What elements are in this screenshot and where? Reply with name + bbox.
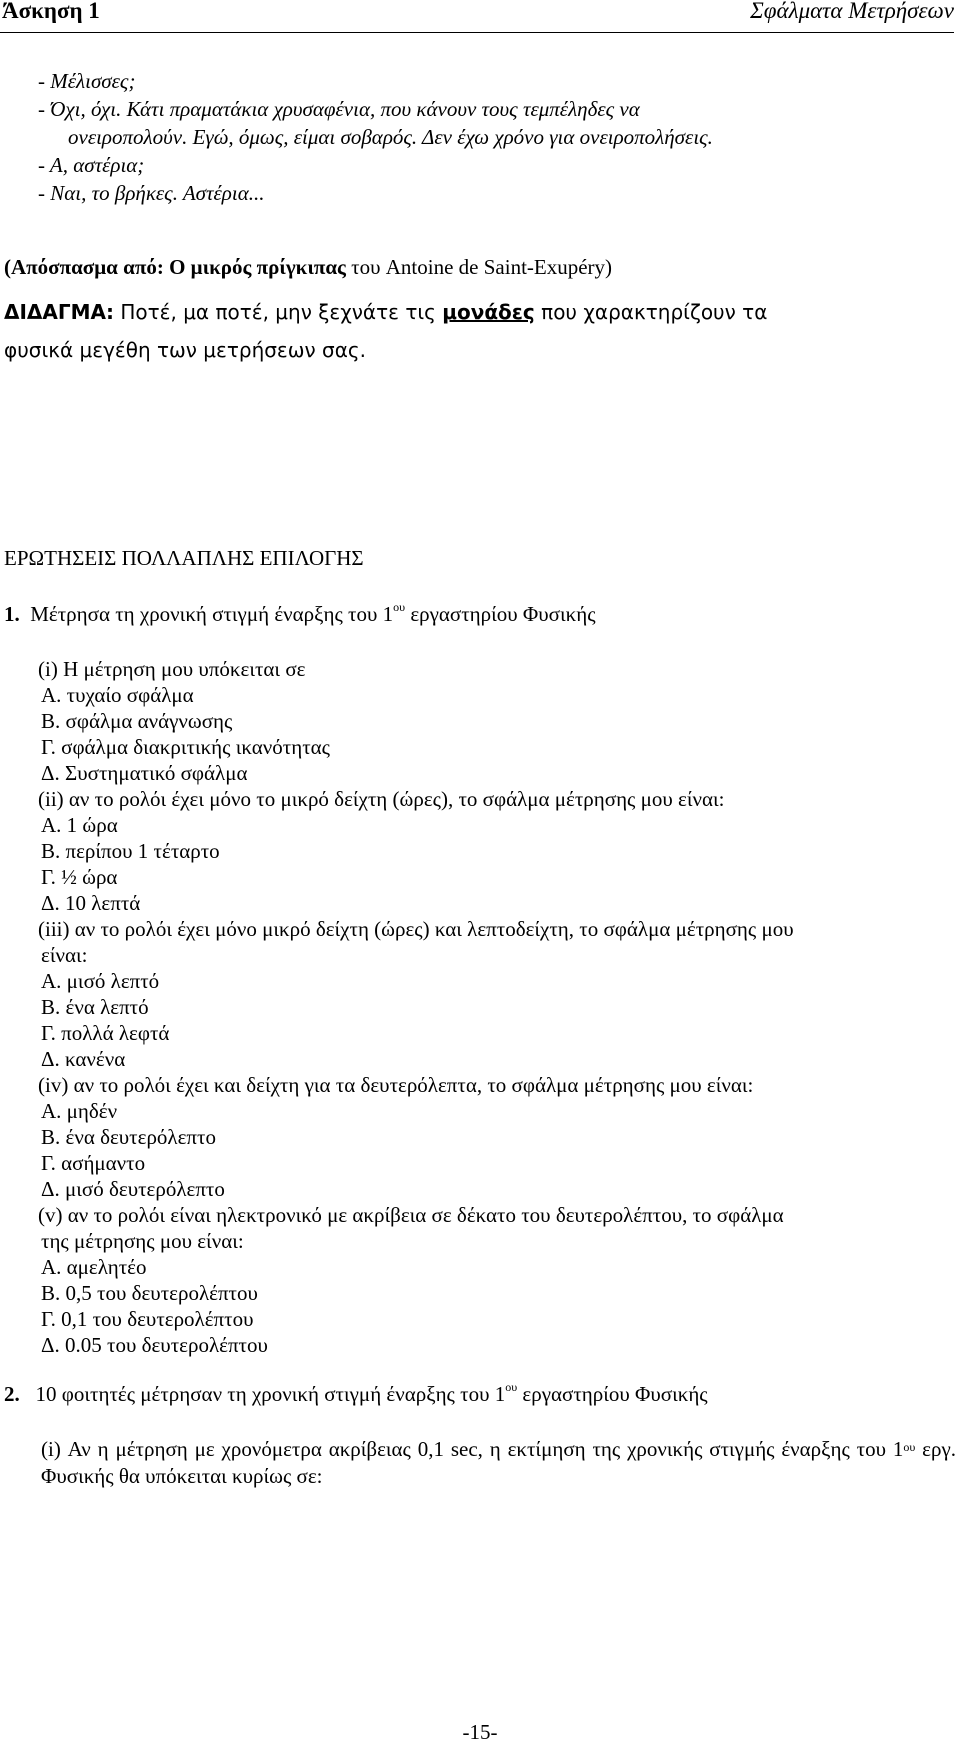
subquestion: (iv) αν το ρολόι έχει και δείχτη για τα δευτερόλεπτα, το σφάλμα μέτρησης μου είναι:	[38, 1073, 754, 1097]
option: Γ. ½ ώρα	[41, 865, 118, 889]
subquestion-continuation: είναι:	[41, 943, 88, 967]
header-exercise-title: Άσκηση 1	[2, 0, 100, 23]
page-number: -15-	[462, 1720, 498, 1744]
ordinal-suffix: ου	[505, 1380, 518, 1394]
question-number: 1.	[4, 602, 20, 626]
option: Δ. μισό δευτερόλεπτο	[41, 1177, 225, 1201]
section-title: ΕΡΩΤΗΣΕΙΣ ΠΟΛΛΑΠΛΗΣ ΕΠΙΛΟΓΗΣ	[4, 546, 364, 570]
quote-book-title: Ο μικρός πρίγκιπας	[169, 255, 346, 279]
option: Α. αμελητέο	[41, 1255, 147, 1279]
option: Β. 0,5 του δευτερολέπτου	[41, 1281, 258, 1305]
option: Γ. ασήμαντο	[41, 1151, 146, 1175]
question-number: 2.	[4, 1382, 20, 1406]
paragraph-text: (i) Αν η μέτρηση με χρονόμετρα ακρίβειας 0,1 sec, η εκτίμηση της χρονικής στιγμής έναρξης του 1	[41, 1437, 904, 1461]
lesson-text: Ποτέ, μα ποτέ, μην ξεχνάτε τις	[114, 300, 443, 324]
dialogue-line: ονειροπολούν. Εγώ, όμως, είμαι σοβαρός. Δεν έχω χρόνο για ονειροπολήσεις.	[68, 125, 713, 149]
option: Δ. 0.05 του δευτερολέπτου	[41, 1333, 268, 1357]
option: Δ. Συστηματικό σφάλμα	[41, 761, 248, 785]
option: Γ. πολλά λεφτά	[41, 1021, 170, 1045]
lesson-line-1	[4, 300, 767, 324]
option: Δ. 10 λεπτά	[41, 891, 141, 915]
question-text: εργαστηρίου Φυσικής	[517, 1382, 708, 1406]
question-2-paragraph	[41, 1436, 956, 1490]
question-text: 10 φοιτητές μέτρησαν τη χρονική στιγμή έναρξης του 1	[35, 1382, 506, 1406]
subquestion-continuation: της μέτρησης μου είναι:	[41, 1229, 244, 1253]
option: Α. 1 ώρα	[41, 813, 118, 837]
option: Γ. 0,1 του δευτερολέπτου	[41, 1307, 254, 1331]
header-chapter-title: Σφάλματα Μετρήσεων	[750, 0, 954, 23]
lesson-line-2: φυσικά μεγέθη των μετρήσεων σας.	[4, 338, 366, 362]
quote-source	[4, 255, 612, 280]
option: Α. μηδέν	[41, 1099, 118, 1123]
option: Δ. κανένα	[41, 1047, 126, 1071]
question-2-stem	[4, 1382, 708, 1407]
ordinal-suffix: ου	[903, 1440, 916, 1454]
lesson-label: ΔΙΔΑΓΜΑ:	[4, 300, 114, 324]
subquestion: (iii) αν το ρολόι έχει μόνο μικρό δείχτη (ώρες) και λεπτοδείχτη, το σφάλμα μέτρησης μου	[38, 917, 794, 941]
lesson-text: που χαρακτηρίζουν τα	[534, 300, 768, 324]
option: Β. ένα λεπτό	[41, 995, 149, 1019]
lesson-units-emphasis: μονάδες	[442, 300, 535, 324]
question-text: εργαστηρίου Φυσικής	[405, 602, 596, 626]
question-text: Μέτρησα τη χρονική στιγμή έναρξης του 1	[30, 602, 394, 626]
option: Β. ένα δευτερόλεπτο	[41, 1125, 216, 1149]
dialogue-line: - Όχι, όχι. Κάτι πραματάκια χρυσαφένια, που κάνουν τους τεμπέληδες να	[38, 97, 640, 121]
option: Β. σφάλμα ανάγνωσης	[41, 709, 233, 733]
ordinal-suffix: ου	[393, 600, 406, 614]
dialogue-line: - Μέλισσες;	[38, 69, 136, 93]
quote-author: του Antoine de Saint-Exupéry)	[345, 255, 613, 279]
quote-lead: (Απόσπασμα από:	[4, 255, 170, 279]
header-divider	[0, 32, 954, 33]
option: Α. μισό λεπτό	[41, 969, 160, 993]
subquestion: (i) Η μέτρηση μου υπόκειται σε	[38, 657, 306, 681]
question-1-stem	[4, 602, 596, 627]
dialogue-line: - Α, αστέρια;	[38, 153, 145, 177]
option: Γ. σφάλμα διακριτικής ικανότητας	[41, 735, 330, 759]
subquestion: (ii) αν το ρολόι έχει μόνο το μικρό δείχτη (ώρες), το σφάλμα μέτρησης μου είναι:	[38, 787, 725, 811]
option: Α. τυχαίο σφάλμα	[41, 683, 194, 707]
paragraph-text: εργ. Φυσικής θα υπόκειται κυρίως σε:	[41, 1437, 956, 1488]
option: Β. περίπου 1 τέταρτο	[41, 839, 220, 863]
subquestion: (v) αν το ρολόι είναι ηλεκτρονικό με ακρίβεια σε δέκατο του δευτερολέπτου, το σφάλμα	[38, 1203, 784, 1227]
dialogue-line: - Ναι, το βρήκες. Αστέρια...	[38, 181, 265, 205]
